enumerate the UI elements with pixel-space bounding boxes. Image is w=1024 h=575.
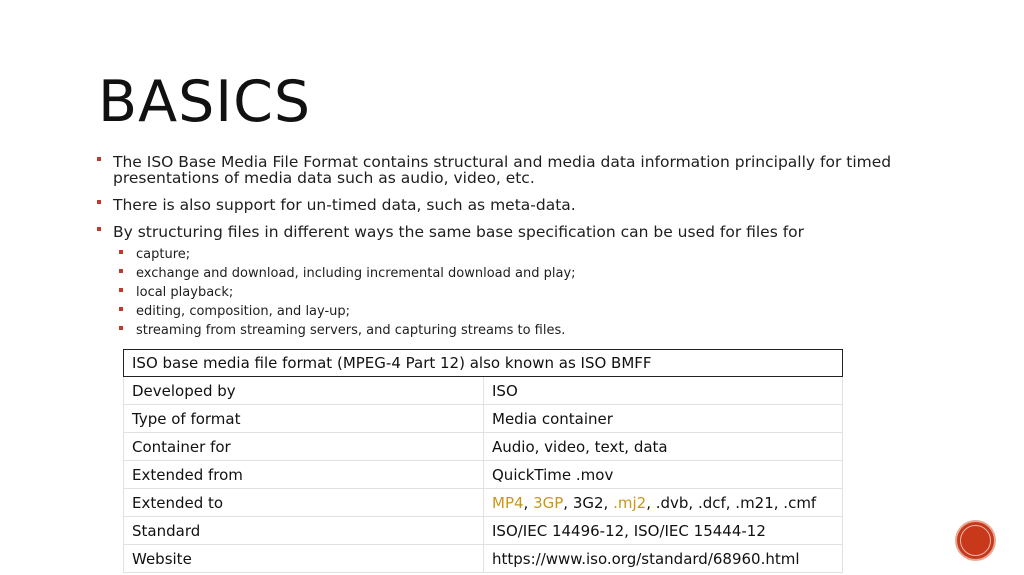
sub-bullet-text: exchange and download, including incremental download and play; (136, 266, 576, 281)
bullet-item (97, 154, 897, 186)
sub-bullet-text: capture; (136, 247, 191, 262)
extensions-text: , .dvb, .dcf, .m21, .cmf (646, 493, 817, 512)
bullet-marker-icon (119, 288, 123, 292)
sub-bullet-item (97, 283, 897, 302)
bullet-text: By structuring files in different ways the same base specification can be used for files for (113, 223, 805, 241)
table-key: Extended from (124, 461, 484, 489)
sub-bullet-text: editing, composition, and lay-up; (136, 304, 351, 319)
table-key-link[interactable]: Container for (124, 433, 484, 461)
table-row (124, 377, 843, 405)
bullet-item (97, 197, 897, 213)
table-value (484, 489, 843, 517)
separator-text: , 3G2, (563, 493, 614, 512)
sub-bullet-item (97, 302, 897, 321)
website-link[interactable]: https://www.iso.org/standard/68960.html (484, 545, 843, 573)
table-key: Website (124, 545, 484, 573)
bullet-text: There is also support for un-timed data, such as meta-data. (113, 196, 576, 214)
bullet-text: The ISO Base Media File Format contains structural and media data information principally for timed presentations of media data such as audio, video, etc. (113, 153, 892, 187)
sub-bullet-text: local playback; (136, 285, 234, 300)
table-row (124, 461, 843, 489)
bullet-marker-icon (97, 200, 101, 204)
bullet-item (97, 224, 897, 240)
info-table (123, 349, 843, 573)
table-value-link[interactable]: ISO (484, 377, 843, 405)
bullet-marker-icon (119, 250, 123, 254)
separator-text: , (523, 493, 534, 512)
table-key: Extended to (124, 489, 484, 517)
table-value: Audio, video, text, data (484, 433, 843, 461)
sub-bullet-item (97, 245, 897, 264)
mj2-link[interactable]: .mj2 (613, 493, 647, 512)
3gp-link[interactable]: 3GP (533, 493, 564, 512)
bullet-list (97, 154, 897, 340)
badge-ring-icon (960, 525, 991, 556)
table-value-link[interactable]: Media container (484, 405, 843, 433)
table-header-row (124, 350, 843, 377)
slide-number-badge (957, 522, 994, 559)
table-row (124, 489, 843, 517)
bullet-marker-icon (97, 227, 101, 231)
bullet-marker-icon (97, 157, 101, 161)
sub-bullet-item (97, 321, 897, 340)
sub-bullet-list (97, 245, 897, 340)
table-value: ISO/IEC 14496-12, ISO/IEC 15444-12 (484, 517, 843, 545)
table-row (124, 433, 843, 461)
bullet-marker-icon (119, 326, 123, 330)
table-row (124, 405, 843, 433)
sub-bullet-item (97, 264, 897, 283)
table-value-link[interactable]: QuickTime .mov (484, 461, 843, 489)
table-row (124, 545, 843, 573)
table-caption: ISO base media file format (MPEG-4 Part 12) also known as ISO BMFF (124, 350, 843, 377)
table-key: Developed by (124, 377, 484, 405)
table-row (124, 517, 843, 545)
bullet-marker-icon (119, 269, 123, 273)
table-key-link[interactable]: Standard (124, 517, 484, 545)
table-key: Type of format (124, 405, 484, 433)
sub-bullet-text: streaming from streaming servers, and capturing streams to files. (136, 323, 566, 338)
bullet-marker-icon (119, 307, 123, 311)
mp4-link[interactable]: MP4 (492, 493, 524, 512)
slide-title: BASICS (98, 69, 312, 135)
